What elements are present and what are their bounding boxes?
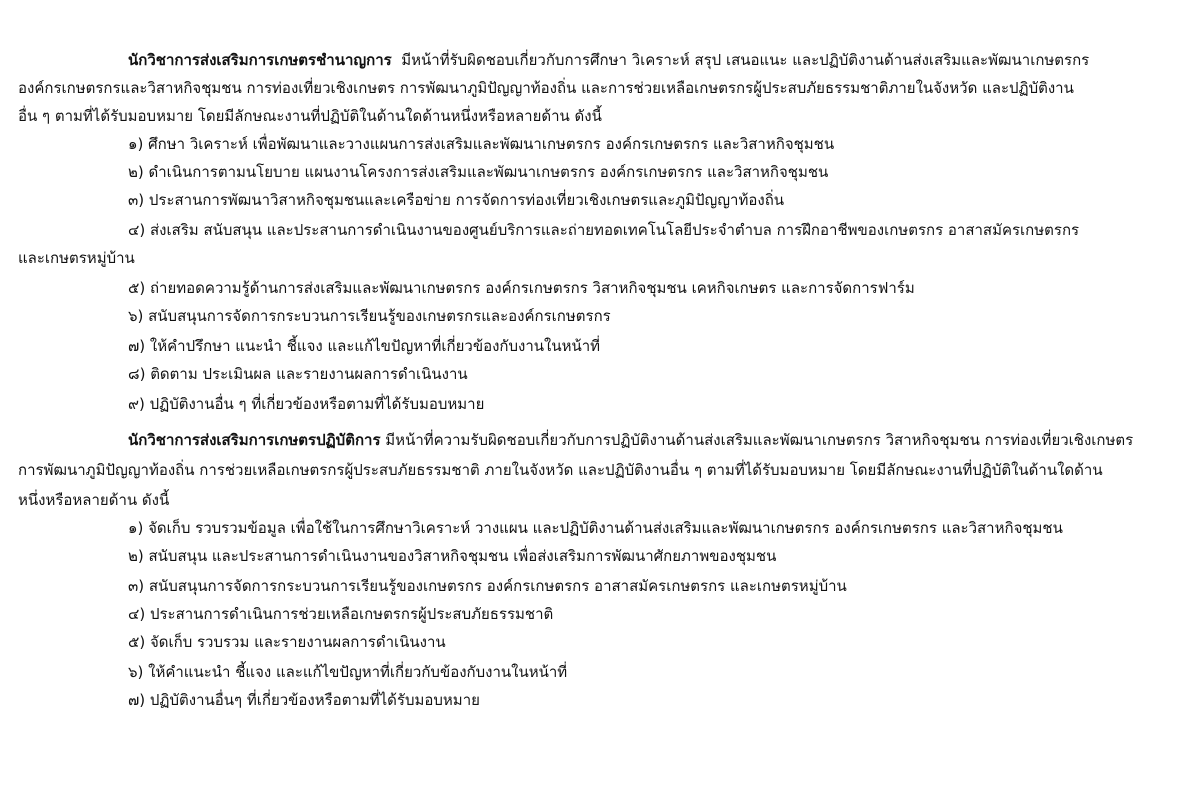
section1-item-5: ๕) ถ่ายทอดความรู้ด้านการส่งเสริมและพัฒนาเกษตรกร องค์กรเกษตรกร วิสาหกิจชุมชน เคหกิจเกษตร และการจัดการฟาร์ม (128, 279, 915, 297)
section1-intro-line3: อื่น ๆ ตามที่ได้รับมอบหมาย โดยมีลักษณะงานที่ปฏิบัติในด้านใดด้านหนึ่งหรือหลายด้าน ดังนี้ (18, 107, 602, 125)
section1-title: นักวิชาการส่งเสริมการเกษตรชำนาญการ (128, 51, 392, 69)
section2-intro-line3: หนึ่งหรือหลายด้าน ดังนี้ (18, 491, 170, 509)
section2-item-1: ๑) จัดเก็บ รวบรวมข้อมูล เพื่อใช้ในการศึกษาวิเคราะห์ วางแผน และปฏิบัติงานด้านส่งเสริมและพัฒนาเกษตรกร องค์กรเกษตรกร และวิสาหกิจชุมชน (128, 519, 1063, 537)
section1-item-1: ๑) ศึกษา วิเคราะห์ เพื่อพัฒนาและวางแผนการส่งเสริมและพัฒนาเกษตรกร องค์กรเกษตรกร และวิสาหกิจชุมชน (128, 135, 835, 153)
section2-item-5: ๕) จัดเก็บ รวบรวม และรายงานผลการดำเนินงาน (128, 633, 446, 651)
section1-item-2: ๒) ดำเนินการตามนโยบาย แผนงานโครงการส่งเสริมและพัฒนาเกษตรกร องค์กรเกษตรกร และวิสาหกิจชุมชน (128, 163, 829, 181)
section1-intro-line1 (128, 50, 1089, 70)
section1-item-4: ๔) ส่งเสริม สนับสนุน และประสานการดำเนินงานของศูนย์บริการและถ่ายทอดเทคโนโลยีประจำตำบล การฝึกอาชีพของเกษตรกร อาสาสมัครเกษตรกร (128, 221, 1080, 239)
section1-item-7: ๗) ให้คำปรึกษา แนะนำ ชี้แจง และแก้ไขปัญหาที่เกี่ยวข้องกับงานในหน้าที่ (128, 337, 601, 355)
section2-item-6: ๖) ให้คำแนะนำ ชี้แจง และแก้ไขปัญหาที่เกี่ยวกับข้องกับงานในหน้าที่ (128, 663, 568, 681)
section1-item-4-continuation: และเกษตรหมู่บ้าน (18, 249, 135, 267)
section2-intro-line1 (128, 430, 1133, 450)
section2-item-2: ๒) สนับสนุน และประสานการดำเนินงานของวิสาหกิจชุมชน เพื่อส่งเสริมการพัฒนาศักยภาพของชุมชน (128, 547, 777, 565)
section1-item-9: ๙) ปฏิบัติงานอื่น ๆ ที่เกี่ยวข้องหรือตามที่ได้รับมอบหมาย (128, 395, 485, 413)
section1-intro-line2: องค์กรเกษตรกรและวิสาหกิจชุมชน การท่องเที่ยวเชิงเกษตร การพัฒนาภูมิปัญญาท้องถิ่น และการช่วยเหลือเกษตรกรผู้ประสบภัยธรรมชาติภายในจังหวัด และปฏิบัติงาน (18, 79, 1074, 97)
section2-intro-line2: การพัฒนาภูมิปัญญาท้องถิ่น การช่วยเหลือเกษตรกรผู้ประสบภัยธรรมชาติ ภายในจังหวัด และปฏิบัติงานอื่น ๆ ตามที่ได้รับมอบหมาย โดยมีลักษณะงานที่ปฏิบัติในด้านใดด้าน (18, 461, 1103, 479)
section1-intro-text: มีหน้าที่รับผิดชอบเกี่ยวกับการศึกษา วิเคราะห์ สรุป เสนอแนะ และปฏิบัติงานด้านส่งเสริมและพัฒนาเกษตรกร (401, 51, 1090, 69)
section2-item-7: ๗) ปฏิบัติงานอื่นๆ ที่เกี่ยวข้องหรือตามที่ได้รับมอบหมาย (128, 691, 480, 709)
section1-item-3: ๓) ประสานการพัฒนาวิสาหกิจชุมชนและเครือข่าย การจัดการท่องเที่ยวเชิงเกษตรและภูมิปัญญาท้องถิ่น (128, 191, 785, 209)
section2-item-4: ๔) ประสานการดำเนินการช่วยเหลือเกษตรกรผู้ประสบภัยธรรมชาติ (128, 605, 554, 623)
section1-item-6: ๖) สนับสนุนการจัดการกระบวนการเรียนรู้ของเกษตรกรและองค์กรเกษตรกร (128, 307, 611, 325)
section1-item-8: ๘) ติดตาม ประเมินผล และรายงานผลการดำเนินงาน (128, 365, 468, 383)
section2-item-3: ๓) สนับสนุนการจัดการกระบวนการเรียนรู้ของเกษตรกร องค์กรเกษตรกร อาสาสมัครเกษตรกร และเกษตรหมู่บ้าน (128, 577, 847, 595)
section2-intro-text: มีหน้าที่ความรับผิดชอบเกี่ยวกับการปฏิบัติงานด้านส่งเสริมและพัฒนาเกษตรกร วิสาหกิจชุมชน การท่องเที่ยวเชิงเกษตร (385, 431, 1134, 449)
section2-title: นักวิชาการส่งเสริมการเกษตรปฏิบัติการ (128, 431, 381, 449)
